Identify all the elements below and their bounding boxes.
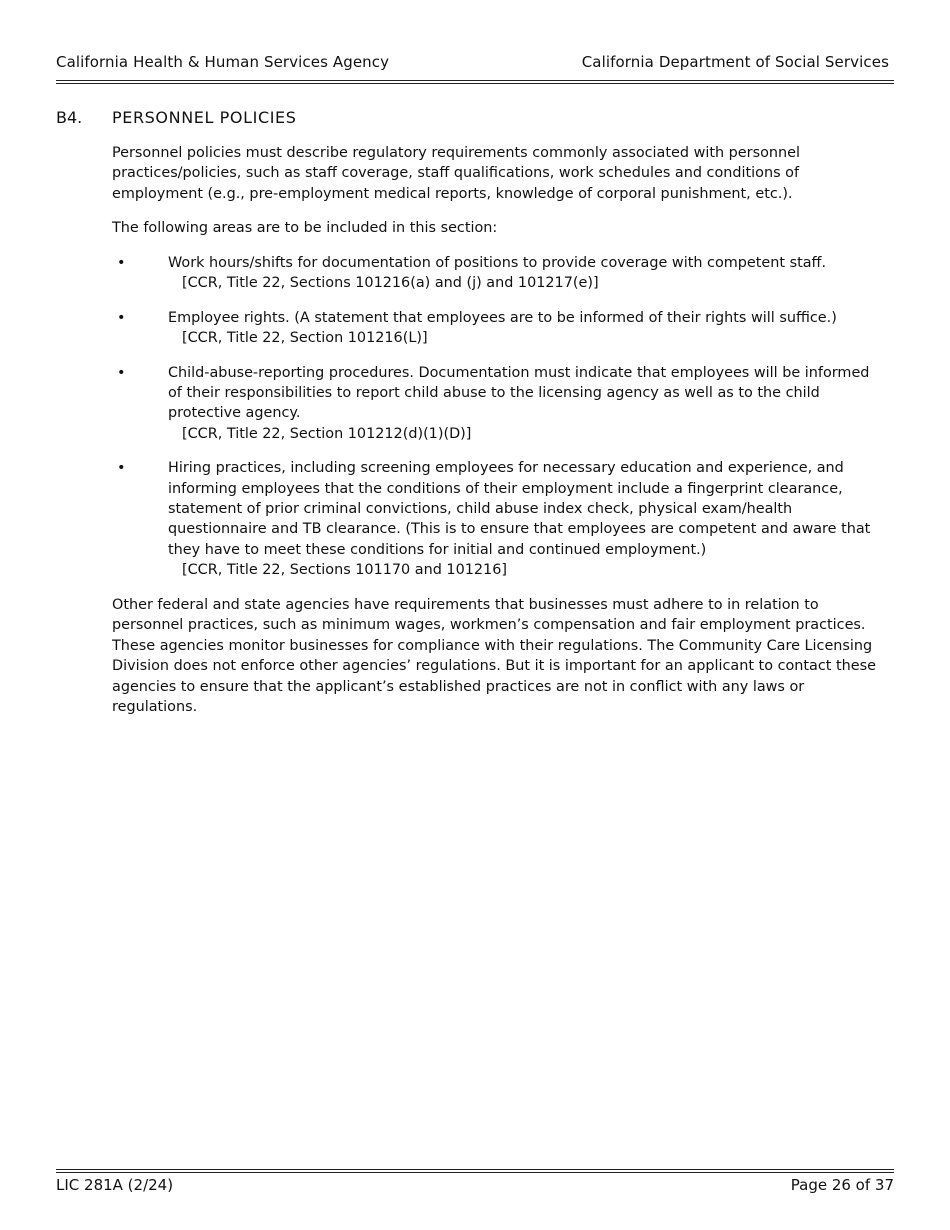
list-item-citation: [CCR, Title 22, Sections 101170 and 101216] <box>182 562 507 579</box>
list-item-citation: [CCR, Title 22, Sections 101216(a) and (j) and 101217(e)] <box>182 275 599 292</box>
section-title: PERSONNEL POLICIES <box>112 108 297 127</box>
list-item-text: Hiring practices, including screening employees for necessary education and experience, and informing employees that the conditions of their employment include a fingerprint clearance, statement of prior criminal convictions, child abuse index check, physical exam/health questionnaire and TB clearance. (This is to ensure that employees are competent and aware that they have to meet these conditions for initial and continued employment.) <box>168 460 871 558</box>
list-item-text: Child-abuse-reporting procedures. Documentation must indicate that employees will be informed of their responsibilities to report child abuse to the licensing agency as well as to the child protective agency. <box>168 364 870 422</box>
requirements-list <box>112 253 882 595</box>
bullet-icon: • <box>117 364 126 381</box>
agency-name: California Health & Human Services Agency <box>56 53 390 71</box>
list-item-text: Employee rights. (A statement that employees are to be informed of their rights will suffice.) <box>168 309 837 326</box>
list-item-citation: [CCR, Title 22, Section 101216(L)] <box>182 330 428 347</box>
list-item-citation: [CCR, Title 22, Section 101212(d)(1)(D)] <box>182 425 472 442</box>
section-number: B4. <box>56 108 83 127</box>
bullet-icon: • <box>117 255 126 271</box>
page-number: Page 26 of 37 <box>790 1176 894 1194</box>
list-item <box>112 308 882 349</box>
list-item-text: Work hours/shifts for documentation of positions to provide coverage with competent staff. <box>168 255 827 271</box>
list-item <box>112 363 882 445</box>
list-item <box>112 253 882 294</box>
closing-paragraph: Other federal and state agencies have requirements that businesses must adhere to in relation to personnel practices, such as minimum wages, workmen’s compensation and fair employment practices. These agencies monitor businesses for compliance with their regulations. The Community Care Licensing Division does not enforce other agencies’ regulations. But it is important for an applicant to contact these agencies to ensure that the applicant’s established practices are not in conflict with any laws or regulations. <box>112 597 876 716</box>
bullet-icon: • <box>117 309 126 326</box>
header-divider <box>56 80 894 84</box>
list-item <box>112 458 882 580</box>
page-footer <box>56 1175 894 1197</box>
form-id: LIC 281A (2/24) <box>56 1176 174 1194</box>
intro-paragraph: Personnel policies must describe regulatory requirements commonly associated with personnel practices/policies, such as staff coverage, staff qualifications, work schedules and conditions of employment (e.g., pre-employment medical reports, knowledge of corporal punishment, etc.). <box>112 145 800 202</box>
department-name: California Department of Social Services <box>581 53 889 71</box>
footer-divider <box>56 1169 894 1173</box>
bullet-icon: • <box>117 460 126 477</box>
lead-paragraph: The following areas are to be included in this section: <box>112 220 498 236</box>
